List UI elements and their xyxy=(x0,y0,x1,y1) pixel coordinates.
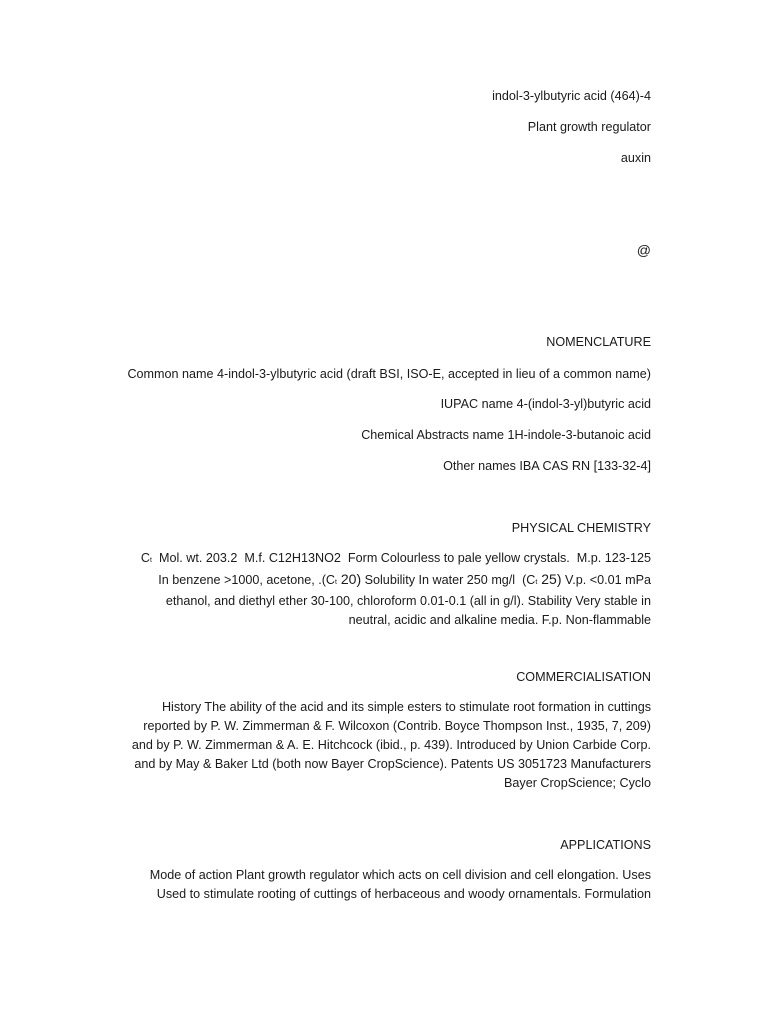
physical-chemistry-paragraph xyxy=(100,549,651,630)
iupac-name: IUPAC name 4-(indol-3-yl)butyric acid xyxy=(440,397,651,411)
physchem-l2-c: V.p. <0.01 mPa xyxy=(561,573,651,587)
applications-line: Used to stimulate rooting of cuttings of herbaceous and woody ornamentals. Formulation xyxy=(156,887,651,901)
physchem-l2-b: Solubility In water 250 mg/l (C xyxy=(361,573,536,587)
physchem-c: C xyxy=(140,551,150,565)
commercialisation-line: and by May & Baker Ltd (both now Bayer CropScience). Patents US 3051723 Manufacturers xyxy=(134,757,651,771)
commercialisation-line: reported by P. W. Zimmerman & F. Wilcoxon (Contrib. Boyce Thompson Inst., 1935, 7, 209) xyxy=(143,719,651,733)
at-symbol: @ xyxy=(636,242,651,258)
physchem-text: Mol. wt. 203.2 M.f. C12H13NO2 Form Colourless to pale yellow crystals. M.p. 123-125 xyxy=(151,551,651,565)
compound-title: indol-3-ylbutyric acid (464)-4 xyxy=(492,89,651,103)
physchem-l2-a: In benzene >1000, acetone, .(C xyxy=(158,573,336,587)
other-names: Other names IBA CAS RN [133-32-4] xyxy=(443,459,651,473)
nomenclature-heading: NOMENCLATURE xyxy=(546,335,651,349)
ca-name: Chemical Abstracts name 1H-indole-3-butanoic acid xyxy=(361,428,651,442)
compound-class: Plant growth regulator xyxy=(527,120,651,134)
physchem-l2-temp2: 25) xyxy=(537,571,562,587)
physchem-line-4: neutral, acidic and alkaline media. F.p. Non-flammable xyxy=(348,613,651,627)
commercialisation-paragraph xyxy=(100,698,651,793)
commercialisation-line: Bayer CropScience; Cyclo xyxy=(504,776,651,790)
physchem-l2-sub2: t xyxy=(535,579,538,586)
commercialisation-line: History The ability of the acid and its simple esters to stimulate root formation in cuttings xyxy=(161,700,651,714)
common-name: Common name 4-indol-3-ylbutyric acid (draft BSI, ISO-E, accepted in lieu of a common name) xyxy=(127,367,651,381)
compound-type: auxin xyxy=(620,151,651,165)
physical-chemistry-heading: PHYSICAL CHEMISTRY xyxy=(511,521,651,535)
commercialisation-heading: COMMERCIALISATION xyxy=(516,670,651,684)
applications-heading: APPLICATIONS xyxy=(560,838,651,852)
physchem-sub: t xyxy=(150,557,152,564)
physchem-line-2 xyxy=(100,570,651,592)
applications-line: Mode of action Plant growth regulator which acts on cell division and cell elongation. Uses xyxy=(149,868,651,882)
commercialisation-line: and by P. W. Zimmerman & A. E. Hitchcock (ibid., p. 439). Introduced by Union Carbide Corp. xyxy=(131,738,651,752)
physchem-line-3: ethanol, and diethyl ether 30-100, chloroform 0.01-0.1 (all in g/l). Stability Very stable in xyxy=(165,594,651,608)
applications-paragraph xyxy=(100,866,651,904)
physchem-l2-temp1: 20) xyxy=(336,571,362,587)
physchem-l2-sub1: t xyxy=(335,579,337,586)
physchem-line-1 xyxy=(100,549,651,570)
